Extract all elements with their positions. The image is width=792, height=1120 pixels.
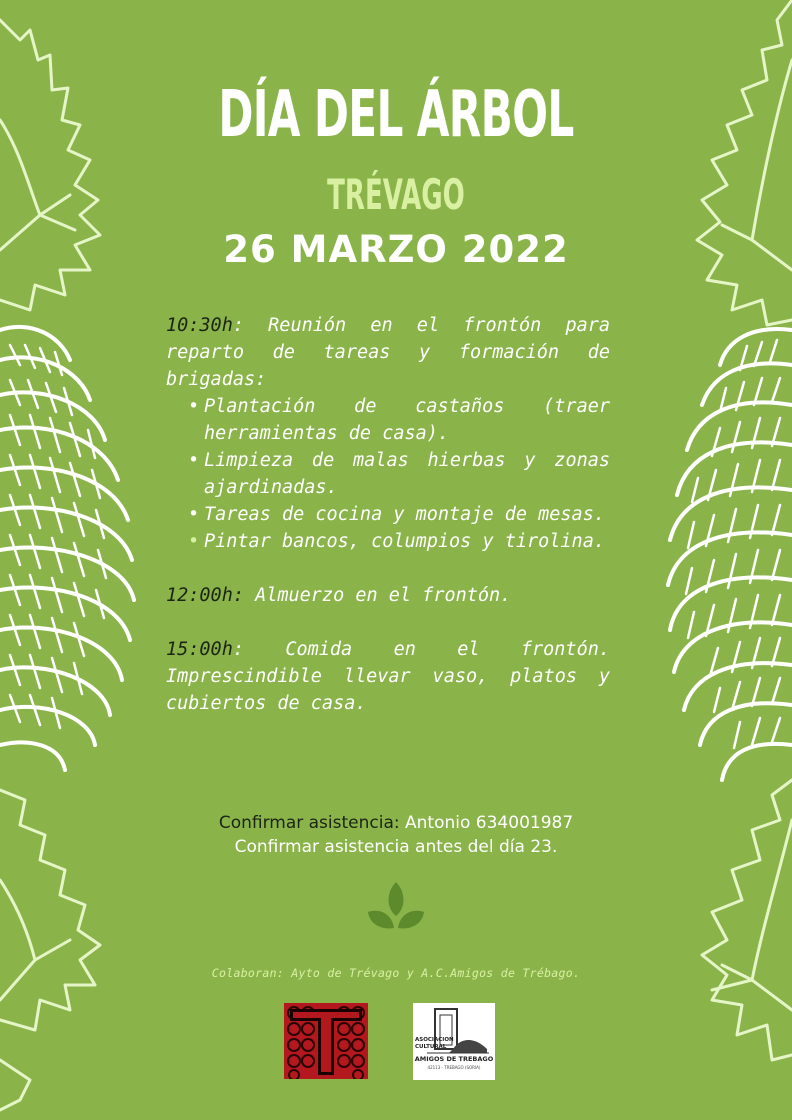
confirmation-info: [0, 811, 792, 859]
assoc-text: ASOCIACION CULTURAL: [415, 1037, 454, 1050]
task-item: • Plantación de castaños (traer herramientas de casa).: [204, 393, 610, 447]
decorative-tree-right: [602, 0, 792, 1120]
bullet-icon: •: [188, 450, 200, 471]
town-name: TRÉVAGO: [327, 170, 465, 219]
task-item: • Tareas de cocina y montaje de mesas.: [204, 501, 610, 528]
asociacion-logo: ASOCIACION CULTURAL AMIGOS DE TREBAGO 42113 - TREBAGO (SORIA): [413, 1003, 495, 1080]
poster-title: DÍA DEL ÁRBOL: [218, 78, 574, 152]
bullet-icon: •: [188, 504, 200, 525]
confirm-label: Confirmar asistencia:: [218, 813, 400, 833]
ayuntamiento-logo: [284, 1003, 368, 1079]
bullet-icon: •: [188, 396, 200, 417]
confirm-deadline: Confirmar asistencia antes del día 23.: [234, 837, 558, 857]
decorative-tree-left: [0, 0, 190, 1120]
confirm-contact: Antonio 634001987: [399, 813, 574, 833]
task-item: • Limpieza de malas hierbas y zonas ajardinadas.: [204, 447, 610, 501]
schedule-time: 10:30h: [166, 315, 233, 336]
schedule-text: Comida en el frontón. Imprescindible llevar vaso, platos y cubiertos de casa.: [166, 639, 610, 714]
schedule: [166, 312, 610, 717]
confirm-contact-line: [0, 811, 792, 835]
schedule-text: Almuerzo en el frontón.: [243, 585, 512, 606]
schedule-item-1500: 15:00h: Comida en el frontón. Imprescindible llevar vaso, platos y cubiertos de casa.: [166, 639, 610, 714]
task-item: • Pintar bancos, columpios y tirolina.: [204, 528, 610, 555]
task-list: [166, 393, 610, 555]
schedule-text: Reunión en el frontón para reparto de tareas y formación de brigadas:: [166, 315, 610, 390]
schedule-item-1030: 10:30h: Reunión en el frontón para reparto de tareas y formación de brigadas:: [166, 315, 610, 390]
collaborators-credit: Colaboran: Ayto de Trévago y A.C.Amigos de Trébago.: [211, 966, 581, 980]
leaf-sprout-icon: [366, 880, 426, 932]
event-date: 26 MARZO 2022: [223, 228, 569, 271]
schedule-time: 15:00h: [166, 639, 233, 660]
schedule-item-1200: [166, 582, 610, 609]
bullet-icon: •: [188, 531, 200, 552]
schedule-time: 12:00h:: [166, 585, 244, 606]
